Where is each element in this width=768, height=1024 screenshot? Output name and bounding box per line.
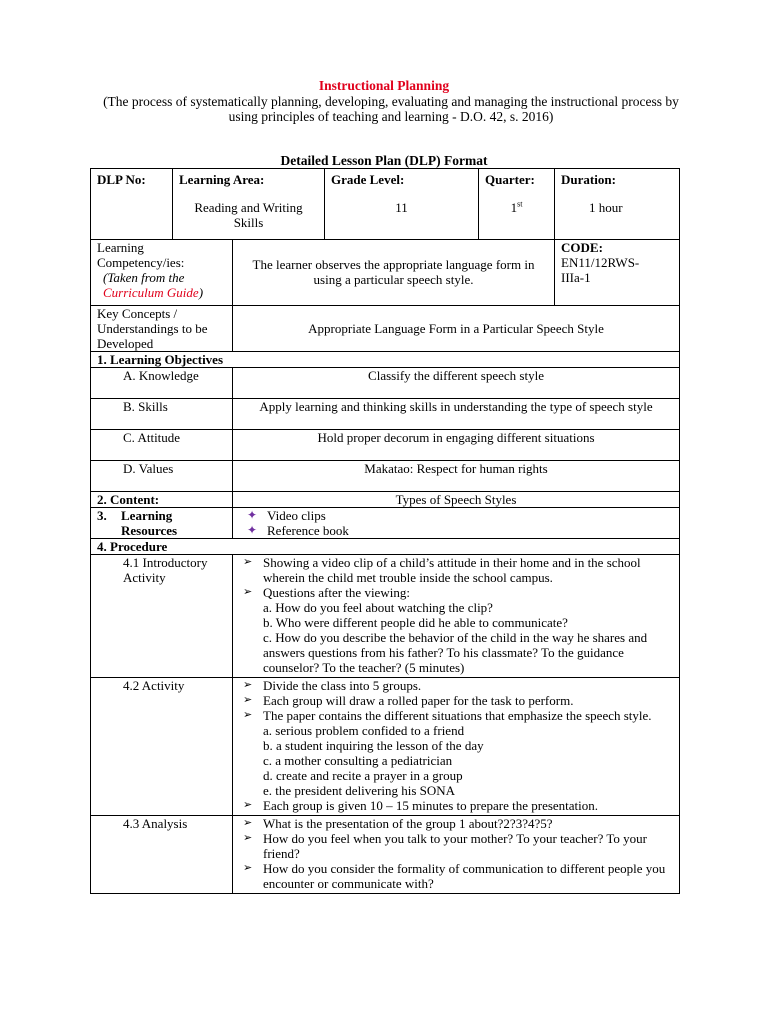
activity-item-text: Each group is given 10 – 15 minutes to prepare the presentation.: [263, 798, 599, 813]
grade-level-label: Grade Level:: [331, 172, 405, 187]
analysis-row: [91, 816, 680, 894]
activity-situation-c: c. a mother consulting a pediatrician: [263, 753, 453, 768]
competency-close: ): [198, 285, 204, 300]
intro-label: 4.1 Introductory Activity: [91, 555, 233, 678]
procedure-heading: 4. Procedure: [91, 539, 680, 555]
code-cell: [555, 240, 680, 306]
resources-list-cell: [233, 508, 680, 539]
activity-item-text: The paper contains the different situations that emphasize the speech style.: [263, 708, 652, 723]
resource-item-text: Reference book: [267, 523, 349, 538]
knowledge-row: [91, 368, 680, 399]
analysis-item-text: How do you feel when you talk to your mother? To your teacher? To your friend?: [263, 831, 647, 861]
resource-item-text: Video clips: [267, 508, 326, 523]
analysis-list: [239, 816, 673, 891]
intro-question-b: b. Who were different people did he able to communicate?: [263, 615, 568, 630]
knowledge-value: Classify the different speech style: [233, 368, 680, 399]
arrow-bullet-icon: ➢: [243, 679, 253, 691]
competency-label: Learning Competency/ies:: [97, 240, 185, 270]
resource-item: [239, 508, 673, 523]
analysis-item-text: How do you consider the formality of communication to different people you encounter or communicate with?: [263, 861, 666, 891]
activity-list-2: [239, 798, 673, 813]
competency-source: [97, 270, 226, 300]
quarter-value: 1: [510, 200, 518, 215]
page-subtitle: (The process of systematically planning, developing, evaluating and managing the instructional process by using principles of teaching and learning - D.O. 42, s. 2016): [103, 94, 679, 124]
analysis-item: [239, 831, 673, 861]
dlp-no-label: DLP No:: [91, 169, 173, 240]
activity-situation-e: e. the president delivering his SONA: [263, 783, 456, 798]
analysis-content: [233, 816, 680, 894]
skills-row: [91, 399, 680, 430]
arrow-bullet-icon: ➢: [243, 586, 253, 598]
intro-row: [91, 555, 680, 678]
grade-level-value: 11: [395, 200, 408, 215]
key-concepts-label: Key Concepts / Understandings to be Developed: [91, 306, 233, 352]
skills-value: Apply learning and thinking skills in understanding the type of speech style: [233, 399, 680, 430]
objectives-heading-row: [91, 352, 680, 368]
key-concepts-value: Appropriate Language Form in a Particular Speech Style: [233, 306, 680, 352]
page-title: Instructional Planning: [318, 78, 450, 93]
resource-item: [239, 523, 673, 538]
activity-content: [233, 678, 680, 816]
arrow-bullet-icon: ➢: [243, 832, 253, 844]
competency-label-cell: [91, 240, 233, 306]
content-label: 2. Content:: [91, 492, 233, 508]
code-label: CODE:: [561, 240, 603, 255]
arrow-bullet-icon: ➢: [243, 799, 253, 811]
activity-item-text: Each group will draw a rolled paper for the task to perform.: [263, 693, 574, 708]
analysis-item-text: What is the presentation of the group 1 about?2?3?4?5?: [263, 816, 553, 831]
quarter-suffix: st: [517, 199, 523, 209]
analysis-item: [239, 861, 673, 891]
competency-value: The learner observes the appropriate language form in using a particular speech style.: [233, 240, 555, 306]
learning-area-value: Reading and Writing Skills: [194, 200, 303, 230]
key-concepts-row: [91, 306, 680, 352]
intro-item-text: Questions after the viewing:: [263, 585, 410, 600]
intro-item-text: Showing a video clip of a child’s attitude in their home and in the school wherein the child met trouble inside the school campus.: [263, 555, 641, 585]
star-bullet-icon: ✦: [247, 523, 258, 537]
curriculum-guide-label: Curriculum Guide: [103, 285, 199, 300]
resources-label: Learning Resources: [121, 508, 178, 538]
skills-label: B. Skills: [91, 399, 233, 430]
quarter-cell: [479, 169, 555, 240]
resources-label-cell: [91, 508, 233, 539]
activity-item: [239, 678, 673, 693]
activity-item: [239, 798, 673, 813]
content-value: Types of Speech Styles: [233, 492, 680, 508]
dlp-table: [90, 168, 680, 894]
intro-content: [233, 555, 680, 678]
activity-item-text: Divide the class into 5 groups.: [263, 678, 422, 693]
intro-list: [239, 555, 673, 600]
arrow-bullet-icon: ➢: [243, 709, 253, 721]
activity-row: [91, 678, 680, 816]
knowledge-label: A. Knowledge: [91, 368, 233, 399]
activity-item: [239, 693, 673, 708]
arrow-bullet-icon: ➢: [243, 556, 253, 568]
quarter-value-wrap: [485, 200, 548, 215]
activity-situation-d: d. create and recite a prayer in a group: [263, 768, 463, 783]
duration-value: 1 hour: [589, 200, 623, 215]
activity-situation-b: b. a student inquiring the lesson of the day: [263, 738, 484, 753]
resources-label-wrap: [97, 508, 226, 538]
values-value: Makatao: Respect for human rights: [233, 461, 680, 492]
objectives-heading: 1. Learning Objectives: [91, 352, 680, 368]
grade-level-cell: [325, 169, 479, 240]
competency-taken: (Taken from the: [103, 270, 185, 285]
activity-item: [239, 708, 673, 723]
learning-area-cell: [173, 169, 325, 240]
analysis-label: 4.3 Analysis: [91, 816, 233, 894]
quarter-label: Quarter:: [485, 172, 535, 187]
activity-list: [239, 678, 673, 723]
learning-area-label: Learning Area:: [179, 172, 265, 187]
content-row: [91, 492, 680, 508]
table-caption: Detailed Lesson Plan (DLP) Format: [280, 153, 488, 168]
activity-situation-a: a. serious problem confided to a friend: [263, 723, 465, 738]
procedure-heading-row: [91, 539, 680, 555]
resources-num: 3.: [97, 508, 107, 523]
info-row: [91, 169, 680, 240]
intro-item: [239, 585, 673, 600]
arrow-bullet-icon: ➢: [243, 817, 253, 829]
duration-cell: [555, 169, 680, 240]
activity-label: 4.2 Activity: [91, 678, 233, 816]
intro-question-c: c. How do you describe the behavior of the child in the way he shares and answers questions from his father? To his classmate? To the guidance counselor? To the teacher? (5 minutes): [263, 630, 648, 675]
values-label: D. Values: [91, 461, 233, 492]
resources-row: [91, 508, 680, 539]
attitude-row: [91, 430, 680, 461]
intro-item: [239, 555, 673, 585]
code-value: EN11/12RWS-IIIa-1: [561, 255, 640, 285]
resources-list: [239, 508, 673, 538]
values-row: [91, 461, 680, 492]
attitude-value: Hold proper decorum in engaging different situations: [233, 430, 680, 461]
analysis-item: [239, 816, 673, 831]
arrow-bullet-icon: ➢: [243, 694, 253, 706]
attitude-label: C. Attitude: [91, 430, 233, 461]
star-bullet-icon: ✦: [247, 508, 258, 522]
intro-question-a: a. How do you feel about watching the clip?: [263, 600, 493, 615]
arrow-bullet-icon: ➢: [243, 862, 253, 874]
competency-row: [91, 240, 680, 306]
duration-label: Duration:: [561, 172, 616, 187]
